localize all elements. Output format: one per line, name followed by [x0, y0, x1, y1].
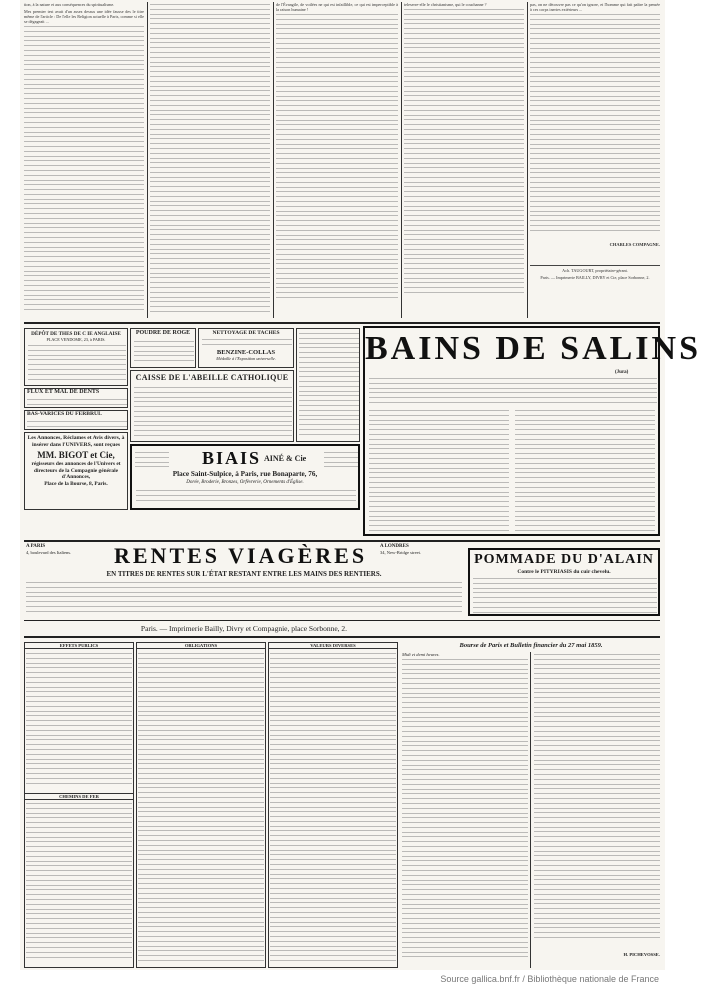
depot-title: DÉPÔT DE THES DE C IE ANGLAISE [31, 331, 121, 337]
bas-varices-text [27, 419, 127, 429]
bourse-table-effets [24, 642, 134, 968]
bourse-commentary-right [534, 652, 660, 968]
bourse-title: Bourse de Paris et Bulletin financier du 27 mai 1859. [459, 642, 603, 649]
bourse-table-obligations [136, 642, 266, 968]
bigot-title: MM. BIGOT et Cie, [37, 450, 115, 461]
ad-nettoyage [198, 328, 294, 368]
biais-title: BIAIS [202, 448, 262, 468]
market-heading: Midi et demi heures. [402, 652, 440, 657]
poudre-title: POUDRE DE ROGE [135, 330, 191, 336]
ad-bains-salins [363, 326, 701, 536]
pommade-title: POMMADE DU D'ALAIN [474, 552, 654, 567]
pommade-text [473, 576, 657, 614]
caisse-text [134, 385, 292, 441]
top-column-4 [404, 2, 524, 320]
bains-intro [369, 376, 657, 406]
ad-biais [130, 444, 360, 510]
column-4-lead: teleserre-elle le christianisme, qui le couchanne ? [404, 2, 487, 7]
bigot-subtitle: régisseurs des annonces de l'Univers et directeurs de la Compagnie générale d'Annonces, [31, 461, 121, 480]
effets-header: EFFETS PUBLICS [25, 643, 133, 649]
ad-right-small [296, 328, 360, 442]
ad-caisse-abeille [130, 370, 294, 442]
ad-depot-thes [24, 328, 128, 386]
chemins-header: CHEMINS DE FER [25, 793, 133, 800]
column-5-lead: pas, on ne découvre pas ce qu'on ignore, et l'homme qui fait paître la pensée à ces corps inertes extérieurs ... [530, 2, 660, 12]
valeurs-rows [270, 651, 396, 965]
column-3-text-lines [276, 12, 398, 312]
source-footer: Source gallica.bnf.fr / Bibliothèque nationale de France [0, 970, 665, 990]
biais-subtitle: AINÉ & Cie [264, 454, 307, 463]
top-column-3 [276, 2, 398, 320]
rentes-text [26, 580, 462, 614]
nettoyage-text [202, 337, 292, 347]
column-4-text-lines [404, 7, 524, 307]
bains-subtitle: (Jura) [615, 370, 629, 375]
bains-col-right [515, 408, 655, 534]
ad-poudre-roge [130, 328, 196, 368]
biais-address: Place Saint-Sulpice, à Paris, rue Bonaparte, 76, [172, 470, 318, 478]
caisse-title: CAISSE DE L'ABEILLE CATHOLIQUE [135, 373, 289, 382]
rentes-left-address: 4, boulevard des Italiens. [26, 550, 72, 555]
pommade-subtitle: Contre le PITYRIASIS du cuir chevelu. [517, 569, 611, 575]
top-column-5 [530, 2, 660, 320]
right-small-text [299, 331, 359, 441]
column-2-text-lines [150, 2, 270, 318]
column-1-paragraph: Mes premier test avait d'un assez dessus une idée fausse des le titre même de l'article : De l'elle les Religion actuelle à Paris, comme si elle se dégageait ... [24, 9, 144, 24]
column-5-text-lines [530, 12, 660, 242]
obligations-header: OBLIGATIONS [137, 643, 265, 649]
biais-right-text [324, 450, 358, 472]
flux-title: FLUX ET MAL DE DENTS [27, 389, 100, 395]
rentes-subtitle: EN TITRES DE RENTES SUR L'ÉTAT RESTANT ENTRE LES MAINS DES RENTIERS. [106, 570, 382, 578]
rentes-right-city: A LONDRES [380, 544, 409, 549]
bigot-address: Place de la Bourse, 8, Paris. [44, 481, 108, 488]
rentes-left-city: A PARIS [26, 544, 46, 549]
printer-line: Paris. — Imprimerie Bailly, Divry et Compagnie, place Sorbonne, 2. [140, 624, 348, 633]
rentes-title: RENTES VIAGÈRES [114, 543, 368, 568]
bas-varices-title: BAS-VARICES DU FERBRUL [27, 411, 102, 417]
depot-subtitle: PLACE VENDOME, 23, à PARIS. [46, 337, 106, 342]
bains-title: BAINS DE SALINS [365, 330, 701, 367]
column-5-signature: CHARLES COMPAGNE. [609, 242, 660, 247]
depot-text [28, 343, 126, 385]
biais-left-text [135, 450, 169, 472]
obligations-rows [138, 651, 264, 965]
column-5-printer: Paris. — Imprimerie BAILLY, DIVRY et Cie, place Sorbonne, 2. [540, 275, 650, 280]
column-1-text-lines [24, 24, 144, 314]
commentary-text [402, 657, 528, 963]
ad-rentes-viageres [24, 544, 464, 616]
benzine-subtitle: Médaille à l'Exposition universelle. [216, 356, 276, 361]
valeurs-header: VALEURS DIVERSES [269, 643, 397, 649]
top-column-1 [24, 2, 144, 320]
bourse-table-valeurs [268, 642, 398, 968]
ad-annonces-bigot [24, 432, 128, 510]
newspaper-page [20, 0, 701, 990]
biais-detail-text [136, 488, 356, 508]
column-3-lead: de l'Évangile, de voilées ne qui est infaillible, ce qui est imperceptible à la raison humaine ! [276, 2, 398, 12]
ad-flux-dents [24, 388, 128, 408]
column-1-lead: tion, à la nature et aux conséquences du spiritualisme. [24, 2, 115, 7]
column-5-editor: Ach. TAUGOURT, propriétaire-gérant. [530, 265, 660, 273]
benzine-title: BENZINE-COLLAS [216, 349, 276, 356]
rentes-right-address: 34, New-Bridge street. [380, 550, 421, 555]
effets-rows [26, 651, 132, 791]
bourse-signature: H. PICHEVOSSE. [623, 952, 660, 957]
nettoyage-title: NETTOYAGE DE TACHES [212, 330, 280, 336]
top-column-2 [150, 2, 270, 320]
annonces-title: Les Annonces, Réclames et Avis divers, à insérer dans l'UNIVERS, sont reçues [27, 435, 125, 448]
ad-pommade [468, 548, 660, 616]
commentary-right-text [534, 652, 660, 952]
bains-col-left [369, 408, 509, 534]
chemins-rows [26, 801, 132, 965]
poudre-text [134, 339, 194, 367]
flux-text [27, 397, 127, 407]
ad-bas-varices [24, 410, 128, 430]
bourse-commentary [402, 652, 528, 968]
biais-tagline: Dorée, Broderie, Bronzes, Orfèvrerie, Ornements d'Église. [186, 480, 304, 485]
